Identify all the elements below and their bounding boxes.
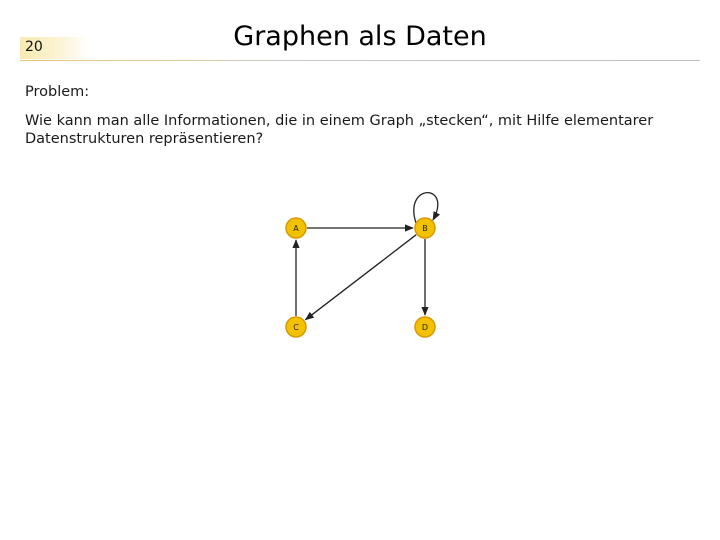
edge-b-c	[306, 235, 417, 320]
slide-number: 20	[25, 39, 43, 55]
node-d	[415, 317, 435, 337]
node-c-label: C	[293, 323, 299, 332]
node-d-label: D	[421, 323, 429, 332]
node-a-label: A	[293, 224, 299, 233]
problem-question: Wie kann man alle Informationen, die in einem Graph „stecken“, mit Hilfe elementarer Datenstrukturen repräsentieren?	[25, 113, 654, 147]
node-b-label: B	[422, 224, 428, 233]
node-c	[286, 317, 306, 337]
graph-edges	[296, 193, 438, 320]
node-b	[415, 218, 435, 238]
node-a	[286, 218, 306, 238]
slide-title-text: Graphen als Daten	[233, 21, 487, 52]
problem-heading: Problem:	[25, 84, 90, 100]
